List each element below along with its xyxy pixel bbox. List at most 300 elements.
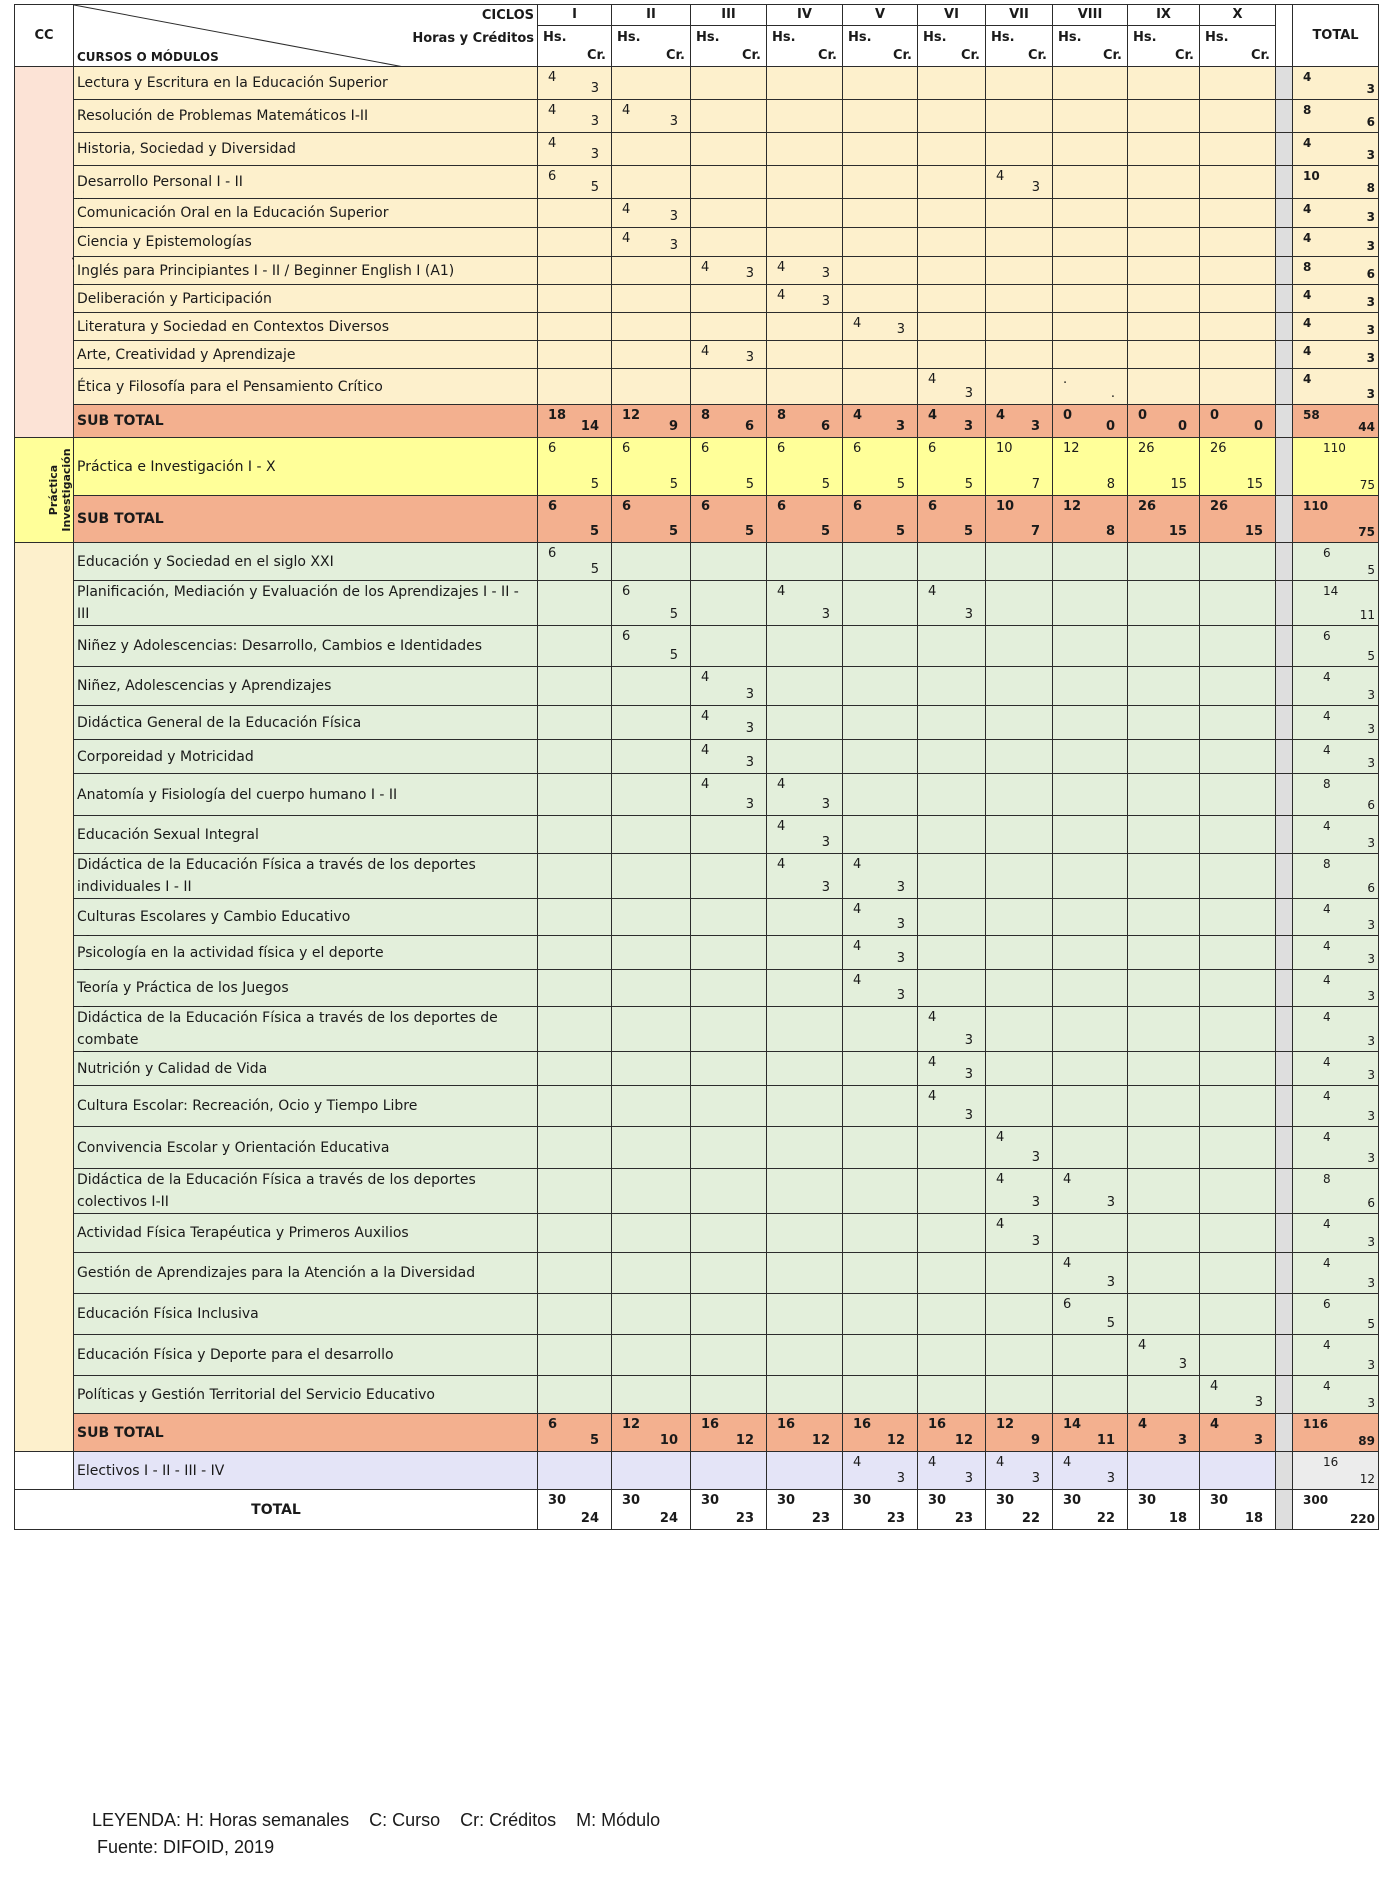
subtotal-label: SUB TOTAL [74, 496, 538, 543]
row-total-cell [1293, 1253, 1379, 1294]
subtotal-cell [612, 1490, 691, 1530]
hours-credits-cell [986, 1376, 1053, 1414]
course-name: Culturas Escolares y Cambio Educativo [74, 899, 538, 936]
hours-value: 4 [853, 973, 862, 988]
hours-credits-cell [843, 1086, 918, 1127]
hours-credits-cell [986, 740, 1053, 774]
total-hours: 4 [1323, 939, 1331, 953]
hours-value: 30 [996, 1493, 1015, 1508]
hours-value: 12 [1063, 441, 1080, 456]
total-credits: 3 [1367, 952, 1375, 966]
hours-credits-cell [986, 199, 1053, 228]
subtotal-cell [538, 1490, 612, 1530]
cycle-header: II [612, 5, 691, 26]
grand-total-row [15, 1490, 1379, 1530]
hours-credits-cell [612, 1253, 691, 1294]
hours-credits-cell [1053, 1294, 1128, 1335]
hours-credits-cell [1128, 1052, 1200, 1086]
total-credits: 3 [1366, 323, 1375, 337]
total-hours: 8 [1303, 103, 1312, 117]
hs-cr-header [986, 26, 1053, 67]
hours-credits-cell [1200, 67, 1276, 100]
hours-credits-cell [538, 1452, 612, 1490]
hours-credits-cell [1053, 1376, 1128, 1414]
total-credits: 3 [1367, 836, 1375, 850]
hours-credits-cell [538, 1335, 612, 1376]
hours-credits-cell [1128, 854, 1200, 899]
credits-value: 11 [1096, 1433, 1115, 1448]
subtotal-cell [1128, 496, 1200, 543]
hours-credits-cell [612, 740, 691, 774]
credits-value: 5 [589, 524, 599, 539]
hours-credits-cell [1053, 1169, 1128, 1214]
separator-cell [1276, 1376, 1293, 1414]
hours-credits-cell [918, 1253, 986, 1294]
course-name: Didáctica de la Educación Física a través de los deportes colectivos I-II [74, 1169, 538, 1214]
hours-value: 4 [853, 408, 863, 423]
hs-label: Hs. [543, 30, 567, 45]
row-total-cell [1293, 1452, 1379, 1490]
subtotal-cell [843, 405, 918, 438]
course-row [15, 1294, 1379, 1335]
hours-value: 30 [1138, 1493, 1157, 1508]
course-row [15, 199, 1379, 228]
course-row [15, 341, 1379, 369]
total-hours: 16 [1323, 1455, 1339, 1469]
hours-credits-cell [691, 543, 767, 581]
credits-value: 3 [1030, 419, 1040, 434]
hours-credits-cell [918, 854, 986, 899]
hours-credits-cell [691, 740, 767, 774]
cycle-header: VI [918, 5, 986, 26]
hours-credits-cell [767, 1086, 843, 1127]
hours-value: 26 [1138, 499, 1157, 514]
credits-value: 3 [1031, 1471, 1040, 1486]
separator-cell [1276, 543, 1293, 581]
hours-value: 26 [1210, 441, 1227, 456]
hours-credits-cell [986, 543, 1053, 581]
credits-value: 3 [964, 607, 973, 622]
credits-value: 15 [1170, 477, 1187, 492]
total-hours: 4 [1323, 1089, 1331, 1103]
subtotal-label: SUB TOTAL [74, 1414, 538, 1452]
cr-label: Cr. [665, 48, 685, 63]
hours-credits-cell [1200, 199, 1276, 228]
course-name: Electivos I - II - III - IV [74, 1452, 538, 1490]
hours-credits-cell [691, 774, 767, 816]
hours-credits-cell [612, 1452, 691, 1490]
cycle-header: IV [767, 5, 843, 26]
total-credits: 3 [1366, 239, 1375, 253]
hours-credits-cell [612, 543, 691, 581]
hours-value: 4 [996, 1130, 1005, 1145]
hours-credits-cell [767, 854, 843, 899]
total-hours: 4 [1323, 1010, 1331, 1024]
subtotal-cell [843, 1414, 918, 1452]
hours-value: 26 [1138, 441, 1155, 456]
separator-cell [1276, 341, 1293, 369]
hours-value: 6 [1063, 1297, 1072, 1312]
hours-credits-cell [691, 1335, 767, 1376]
hours-credits-cell [767, 1294, 843, 1335]
hours-credits-cell [918, 228, 986, 257]
subtotal-cell [691, 1490, 767, 1530]
hours-value: 4 [853, 902, 862, 917]
hours-credits-cell [843, 228, 918, 257]
hours-credits-cell [538, 626, 612, 667]
hours-value: 6 [548, 169, 557, 184]
cr-label: Cr. [741, 48, 761, 63]
hours-credits-cell [538, 67, 612, 100]
hours-credits-cell [918, 1376, 986, 1414]
hours-credits-cell [767, 581, 843, 626]
total-credits: 75 [1359, 478, 1375, 492]
hours-credits-cell [767, 285, 843, 313]
hours-credits-cell [1128, 581, 1200, 626]
credits-value: 3 [821, 607, 830, 622]
row-total-cell [1293, 899, 1379, 936]
hours-credits-cell [843, 1127, 918, 1169]
hours-credits-cell [538, 1007, 612, 1052]
credits-value: 3 [964, 1471, 973, 1486]
hours-credits-cell [538, 774, 612, 816]
hours-credits-cell [918, 257, 986, 285]
credits-value: 3 [896, 1471, 905, 1486]
hours-value: 8 [777, 408, 787, 423]
hours-credits-cell [986, 970, 1053, 1007]
hours-value: 4 [928, 1455, 937, 1470]
subtotal-cell [612, 496, 691, 543]
separator-cell [1276, 774, 1293, 816]
hours-credits-cell [1053, 100, 1128, 133]
hours-credits-cell [767, 133, 843, 166]
hours-value: 4 [548, 70, 557, 85]
hours-credits-cell [986, 1086, 1053, 1127]
hours-credits-cell [1128, 774, 1200, 816]
credits-value: 3 [896, 322, 905, 337]
row-total-cell [1293, 1052, 1379, 1086]
total-hours: 4 [1323, 1055, 1331, 1069]
subtotal-row [15, 405, 1379, 438]
hours-value: 4 [777, 584, 786, 599]
hours-value: 6 [622, 441, 631, 456]
row-total-cell [1293, 706, 1379, 740]
hours-credits-cell [1200, 1127, 1276, 1169]
hours-credits-cell [767, 706, 843, 740]
hs-cr-header [918, 26, 986, 67]
cr-label: Cr. [1174, 48, 1194, 63]
credits-value: 23 [735, 1511, 754, 1526]
hours-credits-cell [538, 1253, 612, 1294]
row-total-cell [1293, 496, 1379, 543]
total-credits: 5 [1367, 649, 1375, 663]
hours-credits-cell [1128, 199, 1200, 228]
hours-credits-cell [986, 67, 1053, 100]
hours-credits-cell [918, 1452, 986, 1490]
hours-credits-cell [612, 199, 691, 228]
hours-credits-cell [1053, 313, 1128, 341]
hs-label: Hs. [696, 30, 720, 45]
row-total-cell [1293, 581, 1379, 626]
hours-credits-cell [612, 1052, 691, 1086]
hours-credits-cell [538, 341, 612, 369]
hours-credits-cell [843, 313, 918, 341]
hours-credits-cell [612, 133, 691, 166]
hours-credits-cell [538, 228, 612, 257]
total-hours: 8 [1303, 260, 1312, 274]
subtotal-cell [767, 1414, 843, 1452]
credits-value: 5 [668, 524, 678, 539]
total-credits: 3 [1367, 1358, 1375, 1372]
separator-cell [1276, 1086, 1293, 1127]
course-row [15, 970, 1379, 1007]
credits-value: 22 [1021, 1511, 1040, 1526]
subtotal-cell [1200, 1490, 1276, 1530]
credits-value: 5 [964, 477, 973, 492]
credits-value: 3 [590, 147, 599, 162]
credits-value: 9 [668, 419, 678, 434]
component-label [15, 543, 74, 1452]
row-total-cell [1293, 1414, 1379, 1452]
hours-credits-cell [767, 199, 843, 228]
hours-credits-cell [1128, 706, 1200, 740]
hours-credits-cell [1200, 774, 1276, 816]
credits-value: 5 [821, 477, 830, 492]
hours-value: 6 [622, 584, 631, 599]
legend-text: LEYENDA: H: Horas semanales C: Curso Cr: Créditos M: Módulo [92, 1810, 661, 1830]
row-total-cell [1293, 438, 1379, 496]
separator-cell [1276, 496, 1293, 543]
hours-value: 4 [996, 408, 1006, 423]
hours-value: 16 [701, 1417, 720, 1432]
hours-credits-cell [843, 740, 918, 774]
hours-credits-cell [691, 1214, 767, 1253]
subtotal-row [15, 1414, 1379, 1452]
hours-credits-cell [918, 1007, 986, 1052]
course-row [15, 228, 1379, 257]
hours-credits-cell [918, 285, 986, 313]
row-total-cell [1293, 166, 1379, 199]
hours-credits-cell [691, 438, 767, 496]
separator-cell [1276, 854, 1293, 899]
course-row [15, 133, 1379, 166]
credits-value: 5 [669, 648, 678, 663]
hours-value: 6 [853, 499, 863, 514]
course-name: Planificación, Mediación y Evaluación de los Aprendizajes I - II - III [74, 581, 538, 626]
subtotal-cell [1200, 496, 1276, 543]
hours-credits-cell [843, 199, 918, 228]
hours-credits-cell [612, 854, 691, 899]
course-row [15, 543, 1379, 581]
row-total-cell [1293, 936, 1379, 970]
subtotal-cell [691, 496, 767, 543]
hours-credits-cell [986, 1253, 1053, 1294]
total-credits: 3 [1367, 722, 1375, 736]
credits-value: 5 [1106, 1316, 1115, 1331]
hours-credits-cell [843, 1253, 918, 1294]
diagonal-header-cell [74, 5, 538, 67]
row-total-cell [1293, 1214, 1379, 1253]
subtotal-cell [1053, 1414, 1128, 1452]
hours-credits-cell [538, 369, 612, 405]
hours-value: 10 [996, 441, 1013, 456]
credits-value: 5 [590, 477, 599, 492]
hours-credits-cell [538, 1214, 612, 1253]
hours-credits-cell [843, 1052, 918, 1086]
separator-cell [1276, 1007, 1293, 1052]
credits-value: 3 [821, 294, 830, 309]
hours-credits-cell [1128, 1452, 1200, 1490]
total-credits: 6 [1366, 115, 1375, 129]
hours-credits-cell [1200, 1007, 1276, 1052]
hours-credits-cell [1128, 816, 1200, 854]
row-total-cell [1293, 133, 1379, 166]
subtotal-cell [918, 496, 986, 543]
separator-cell [1276, 313, 1293, 341]
hours-credits-cell [1128, 970, 1200, 1007]
hours-credits-cell [918, 1127, 986, 1169]
total-credits: 220 [1349, 1512, 1375, 1526]
subtotal-cell [538, 1414, 612, 1452]
credits-value: 3 [896, 988, 905, 1003]
cycle-header: I [538, 5, 612, 26]
total-credits: 11 [1359, 608, 1375, 622]
separator-cell [1276, 1294, 1293, 1335]
credits-value: 3 [745, 797, 754, 812]
hours-credits-cell [612, 166, 691, 199]
subtotal-cell [1200, 1414, 1276, 1452]
course-row [15, 100, 1379, 133]
hours-value: 4 [622, 202, 631, 217]
total-hours: 4 [1323, 973, 1331, 987]
credits-value: 3 [896, 951, 905, 966]
hours-credits-cell [1128, 1086, 1200, 1127]
total-credits: 3 [1367, 1068, 1375, 1082]
hours-credits-cell [1128, 228, 1200, 257]
hours-credits-cell [767, 228, 843, 257]
hours-credits-cell [843, 581, 918, 626]
total-credits: 3 [1367, 688, 1375, 702]
credits-value: 24 [659, 1511, 678, 1526]
course-name: Cultura Escolar: Recreación, Ocio y Tiempo Libre [74, 1086, 538, 1127]
hours-credits-cell [918, 341, 986, 369]
hours-credits-cell [538, 543, 612, 581]
hours-credits-cell [1053, 228, 1128, 257]
row-total-cell [1293, 1335, 1379, 1376]
course-row [15, 936, 1379, 970]
separator-cell [1276, 1414, 1293, 1452]
hours-credits-cell [1200, 228, 1276, 257]
hours-credits-cell [538, 313, 612, 341]
course-row [15, 626, 1379, 667]
hours-credits-cell [612, 774, 691, 816]
credits-value: 6 [744, 419, 754, 434]
hours-value: 4 [996, 1455, 1005, 1470]
electivos-label-cell [15, 1452, 74, 1490]
hours-value: 4 [1138, 1338, 1147, 1353]
hours-credits-cell [843, 970, 918, 1007]
hours-credits-cell [538, 257, 612, 285]
hours-credits-cell [1053, 199, 1128, 228]
subtotal-cell [691, 405, 767, 438]
row-total-cell [1293, 1127, 1379, 1169]
row-total-cell [1293, 667, 1379, 706]
hours-value: 10 [996, 499, 1015, 514]
course-row [15, 166, 1379, 199]
hours-credits-cell [843, 341, 918, 369]
subtotal-cell [986, 405, 1053, 438]
hours-credits-cell [1200, 1086, 1276, 1127]
hours-credits-cell [691, 970, 767, 1007]
course-name: Convivencia Escolar y Orientación Educativa [74, 1127, 538, 1169]
hours-value: 6 [928, 441, 937, 456]
total-hours: 4 [1303, 231, 1312, 245]
credits-value: 3 [1106, 1195, 1115, 1210]
hours-value: 4 [622, 103, 631, 118]
hours-credits-cell [918, 1294, 986, 1335]
hours-value: 18 [548, 408, 567, 423]
total-hours: 4 [1323, 1217, 1331, 1231]
separator-cell [1276, 899, 1293, 936]
hours-credits-cell [612, 816, 691, 854]
hours-credits-cell [1200, 581, 1276, 626]
credits-value: 14 [580, 419, 599, 434]
hours-credits-cell [691, 1007, 767, 1052]
hours-value: 4 [701, 777, 710, 792]
hours-credits-cell [1128, 100, 1200, 133]
hours-credits-cell [691, 706, 767, 740]
hours-credits-cell [1053, 854, 1128, 899]
course-name: Educación Física y Deporte para el desarrollo [74, 1335, 538, 1376]
hours-credits-cell [538, 740, 612, 774]
total-credits: 3 [1366, 210, 1375, 224]
credits-value: 3 [1106, 1471, 1115, 1486]
course-row [15, 740, 1379, 774]
hours-credits-cell [1200, 626, 1276, 667]
course-row [15, 1007, 1379, 1052]
hours-credits-cell [986, 438, 1053, 496]
course-name: Niñez, Adolescencias y Aprendizajes [74, 667, 538, 706]
hours-value: 30 [548, 1493, 567, 1508]
hours-credits-cell [767, 166, 843, 199]
credits-value: 24 [580, 1511, 599, 1526]
hours-credits-cell [538, 1376, 612, 1414]
grand-total-label: TOTAL [15, 1490, 538, 1530]
hours-credits-cell [767, 1376, 843, 1414]
credits-value: 12 [886, 1433, 905, 1448]
credits-value: 3 [896, 880, 905, 895]
hours-credits-cell [1053, 706, 1128, 740]
hours-credits-cell [1200, 341, 1276, 369]
hours-value: 4 [996, 169, 1005, 184]
hours-credits-cell [1053, 774, 1128, 816]
course-row [15, 285, 1379, 313]
hours-credits-cell [986, 706, 1053, 740]
credits-value: 12 [811, 1433, 830, 1448]
hours-value: 6 [928, 499, 938, 514]
hours-credits-cell [1053, 936, 1128, 970]
credits-value: 5 [896, 477, 905, 492]
hours-credits-cell [843, 854, 918, 899]
total-hours: 8 [1323, 777, 1331, 791]
hours-credits-cell [767, 1214, 843, 1253]
total-hours: 4 [1323, 1379, 1331, 1393]
separator-cell [1276, 257, 1293, 285]
total-credits: 3 [1367, 989, 1375, 1003]
hours-credits-cell [843, 369, 918, 405]
separator-cell [1276, 970, 1293, 1007]
hours-value: 16 [853, 1417, 872, 1432]
